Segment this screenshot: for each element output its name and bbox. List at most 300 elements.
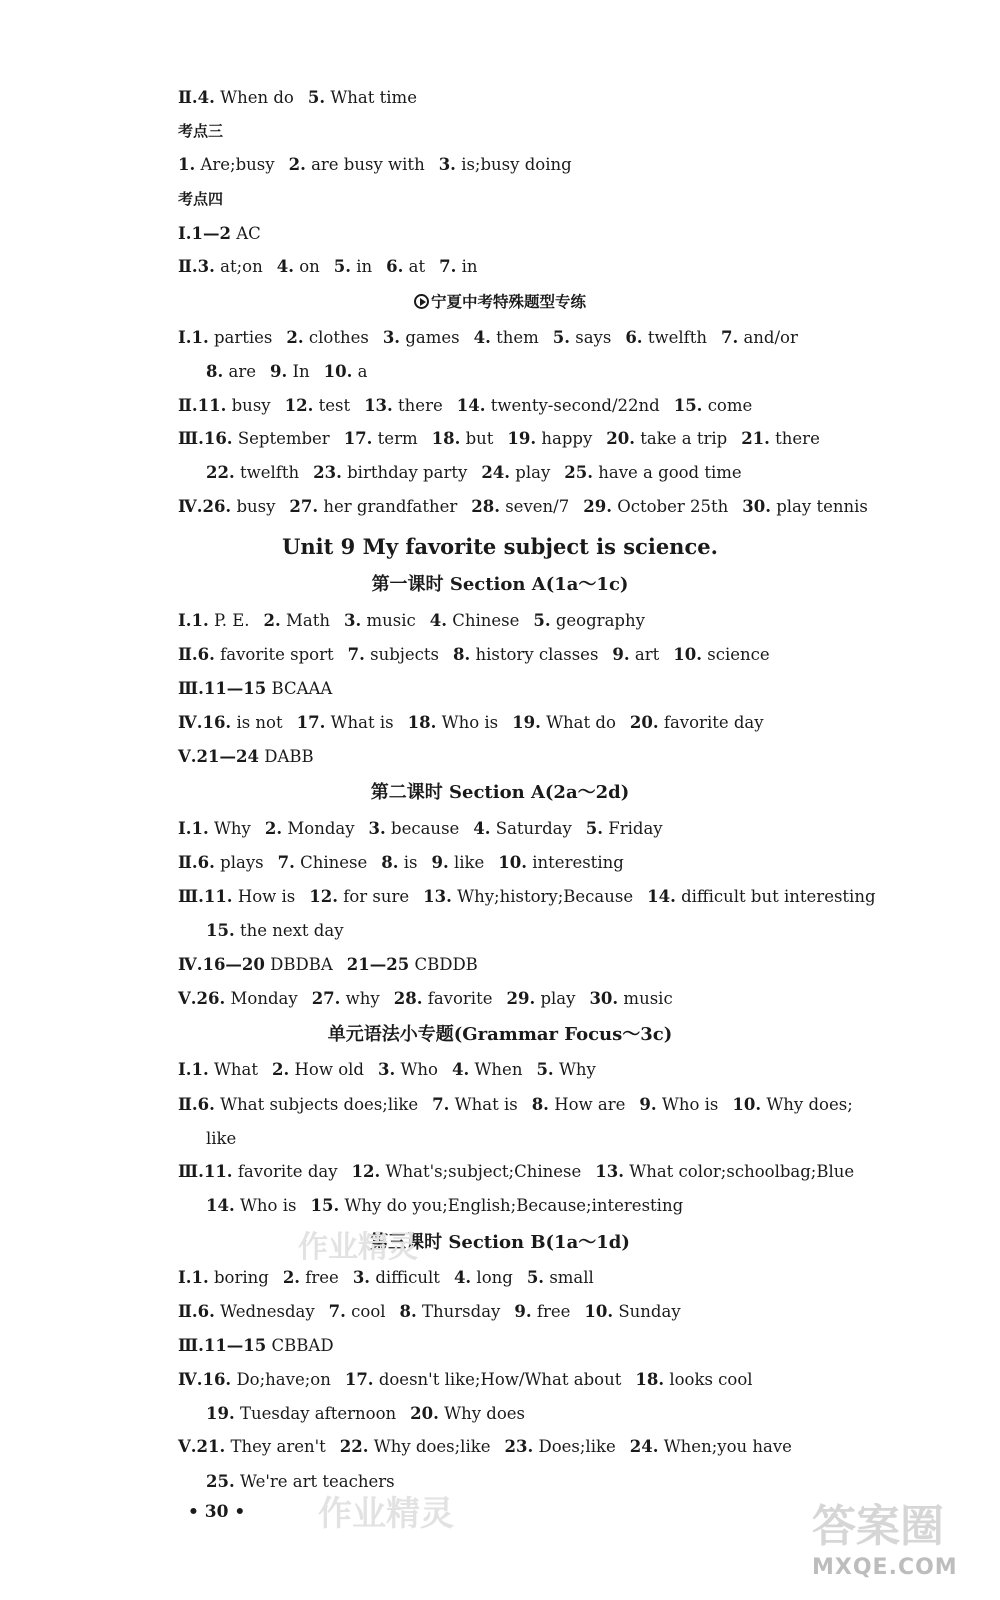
answer-number: 15. xyxy=(673,396,703,415)
answer-number: 7. xyxy=(439,257,457,276)
answer-number: 16—20 xyxy=(202,955,265,974)
answer-text: We're art teachers xyxy=(239,1472,395,1491)
answer-item xyxy=(206,463,299,482)
answer-number: 19. xyxy=(512,713,541,732)
answer-number: 7. xyxy=(277,853,295,872)
answer-line xyxy=(206,923,344,940)
answer-item xyxy=(408,713,498,732)
answer-number: 1. xyxy=(178,155,196,174)
answer-item xyxy=(206,362,256,381)
answer-number: 12. xyxy=(351,1162,381,1181)
roman-prefix: Ⅳ. xyxy=(178,1370,203,1389)
roman-prefix: Ⅲ. xyxy=(178,429,204,448)
answer-text: When xyxy=(474,1060,523,1079)
answer-item xyxy=(204,429,330,448)
answer-item xyxy=(198,257,263,276)
answer-line xyxy=(206,1131,236,1148)
answer-number: 5. xyxy=(536,1060,554,1079)
answer-text: In xyxy=(292,362,310,381)
answer-line xyxy=(178,259,478,276)
answer-number: 18. xyxy=(431,429,461,448)
answer-line xyxy=(178,157,572,174)
answer-text: Who is xyxy=(441,713,499,732)
answer-number: 10. xyxy=(498,853,528,872)
unit-title: Unit 9 My favorite subject is science. xyxy=(282,534,718,559)
answer-line xyxy=(178,647,770,664)
answer-text: there xyxy=(775,429,820,448)
answer-line xyxy=(178,1270,594,1287)
roman-prefix: Ⅱ. xyxy=(178,1095,198,1114)
answer-item xyxy=(283,1268,339,1287)
answer-text: in xyxy=(461,257,478,276)
answer-line xyxy=(178,398,752,415)
answer-item xyxy=(498,853,623,872)
answer-text: Does;like xyxy=(538,1437,616,1456)
roman-prefix: Ⅰ. xyxy=(178,611,192,630)
roman-prefix: Ⅱ. xyxy=(178,396,198,415)
answer-text: Chinese xyxy=(452,611,520,630)
answer-text: but xyxy=(465,429,494,448)
section-label-kaodian-3: 考点三 xyxy=(178,122,224,140)
answer-number: 20. xyxy=(629,713,659,732)
answer-text: on xyxy=(299,257,320,276)
answer-item xyxy=(310,1196,683,1215)
answer-line xyxy=(178,1304,681,1321)
answer-text: How old xyxy=(294,1060,364,1079)
answer-text: AC xyxy=(236,224,261,243)
answer-text: twenty-second/22nd xyxy=(490,396,660,415)
answer-item xyxy=(178,155,275,174)
answer-number: 17. xyxy=(344,1370,374,1389)
answer-item xyxy=(191,224,260,243)
answer-item xyxy=(430,611,520,630)
answer-text: is xyxy=(403,853,418,872)
answer-item xyxy=(364,396,443,415)
play-circle-icon xyxy=(414,294,429,309)
answer-item xyxy=(308,88,417,107)
answer-item xyxy=(204,1336,334,1355)
answer-item xyxy=(586,819,663,838)
answer-number: 8. xyxy=(206,362,224,381)
answer-item xyxy=(277,257,320,276)
answer-number: 15. xyxy=(310,1196,340,1215)
answer-number: 11. xyxy=(203,887,233,906)
answer-text: small xyxy=(549,1268,594,1287)
section-title: 单元语法小专题(Grammar Focus～3c) xyxy=(327,1024,673,1045)
answer-text: play xyxy=(515,463,551,482)
answer-text: music xyxy=(366,611,416,630)
answer-item xyxy=(595,1162,854,1181)
answer-text: Saturday xyxy=(495,819,572,838)
answer-item xyxy=(647,887,875,906)
special-practice-heading xyxy=(0,294,1000,310)
section-label-kaodian-4: 考点四 xyxy=(178,190,224,208)
answer-line xyxy=(178,821,663,838)
answer-number: 5. xyxy=(533,611,551,630)
answer-number: 13. xyxy=(595,1162,624,1181)
answer-number: 24. xyxy=(629,1437,659,1456)
answer-number: 17. xyxy=(296,713,326,732)
roman-prefix: Ⅱ. xyxy=(178,853,198,872)
answer-number: 12. xyxy=(284,396,314,415)
answer-item xyxy=(553,328,612,347)
answer-line xyxy=(178,715,764,732)
answer-number: 21. xyxy=(196,1437,226,1456)
answer-number: 4. xyxy=(276,257,294,276)
answer-text: looks cool xyxy=(669,1370,753,1389)
answer-number: 4. xyxy=(451,1060,470,1079)
answer-item xyxy=(457,396,660,415)
answer-text: difficult but interesting xyxy=(681,887,876,906)
answer-line xyxy=(178,1097,853,1114)
answer-item xyxy=(198,88,294,107)
answer-number: 1. xyxy=(191,819,209,838)
answer-item xyxy=(635,1370,752,1389)
answer-number: 24. xyxy=(481,463,511,482)
answer-number: 3. xyxy=(438,155,456,174)
answer-item xyxy=(673,645,769,664)
answer-item xyxy=(625,328,707,347)
section-title: 第二课时 Section A(2a～2d) xyxy=(370,782,630,803)
answer-item xyxy=(198,396,271,415)
answer-text: for sure xyxy=(343,887,410,906)
page-number: • 30 • xyxy=(188,1502,246,1522)
answer-item xyxy=(264,611,330,630)
answer-item xyxy=(191,819,250,838)
answer-item xyxy=(206,1404,396,1423)
answer-number: 12. xyxy=(309,887,338,906)
answer-text: What color;schoolbag;Blue xyxy=(629,1162,855,1181)
answer-number: 11. xyxy=(203,1162,233,1181)
answer-number: 11. xyxy=(197,396,227,415)
answer-number: 28. xyxy=(471,497,500,516)
answer-number: 29. xyxy=(506,989,536,1008)
answer-number: 16. xyxy=(202,713,232,732)
answer-number: 13. xyxy=(423,887,452,906)
answer-text: BCAAA xyxy=(271,679,333,698)
answer-item xyxy=(386,257,425,276)
answer-text: at;on xyxy=(220,257,263,276)
answer-number: 8. xyxy=(453,645,471,664)
answer-text: games xyxy=(405,328,460,347)
answer-item xyxy=(198,1302,315,1321)
answer-text: Why xyxy=(558,1060,596,1079)
answer-number: 26. xyxy=(202,497,232,516)
answer-number: 27. xyxy=(289,497,319,516)
answer-number: 3. xyxy=(382,328,401,347)
answer-text: Why;history;Because xyxy=(457,887,634,906)
answer-number: 3. xyxy=(368,819,386,838)
roman-prefix: Ⅱ. xyxy=(178,645,198,664)
answer-text: favorite sport xyxy=(220,645,334,664)
answer-number: 5. xyxy=(307,88,326,107)
answer-line xyxy=(178,749,314,766)
answer-item xyxy=(270,362,310,381)
answer-number: 10. xyxy=(584,1302,614,1321)
answer-number: 6. xyxy=(386,257,404,276)
answer-text: What is xyxy=(330,713,394,732)
answer-text: What is xyxy=(454,1095,518,1114)
answer-text: September xyxy=(237,429,330,448)
answer-number: 2. xyxy=(282,1268,301,1287)
answer-text: P. E. xyxy=(213,611,250,630)
answer-item xyxy=(527,1268,594,1287)
answer-item xyxy=(289,155,425,174)
answer-item xyxy=(191,1268,268,1287)
answer-item xyxy=(206,921,344,940)
answer-number: 3. xyxy=(352,1268,371,1287)
answer-item xyxy=(432,1095,518,1114)
roman-prefix: Ⅳ. xyxy=(178,713,203,732)
answer-number: 22. xyxy=(339,1437,369,1456)
answer-text: Why do you;English;Because;interesting xyxy=(344,1196,684,1215)
answer-text: busy xyxy=(231,396,271,415)
answer-item xyxy=(400,1302,501,1321)
answer-text: busy xyxy=(236,497,276,516)
answer-text: doesn't like;How/What about xyxy=(378,1370,622,1389)
answer-item xyxy=(344,429,418,448)
answer-line xyxy=(178,226,261,243)
answer-item xyxy=(505,1437,616,1456)
answer-number: 5. xyxy=(552,328,570,347)
answer-text: play tennis xyxy=(776,497,868,516)
answer-item xyxy=(471,497,569,516)
answer-item xyxy=(514,1302,570,1321)
answer-text: subjects xyxy=(370,645,440,664)
answer-item xyxy=(334,257,372,276)
answer-item xyxy=(432,429,494,448)
answer-number: 1—2 xyxy=(191,224,231,243)
special-practice-title: 宁夏中考特殊题型专练 xyxy=(430,292,586,311)
answer-text: What subjects does;like xyxy=(220,1095,419,1114)
answer-text: DBDBA xyxy=(270,955,333,974)
answer-number: 22. xyxy=(206,463,235,482)
answer-item xyxy=(454,1268,513,1287)
answer-text: twelfth xyxy=(647,328,707,347)
answer-item xyxy=(369,819,460,838)
answer-text: Who is xyxy=(239,1196,297,1215)
answer-number: 2. xyxy=(272,1060,290,1079)
answer-text: plays xyxy=(220,853,264,872)
answer-number: 23. xyxy=(313,463,342,482)
answer-text: there xyxy=(398,396,443,415)
answer-number: 6. xyxy=(197,645,215,664)
answer-number: 14. xyxy=(647,887,676,906)
answer-number: 9. xyxy=(514,1302,532,1321)
answer-number: 9. xyxy=(431,853,449,872)
answer-line xyxy=(178,681,332,698)
answer-line xyxy=(178,991,673,1008)
answer-item xyxy=(191,611,249,630)
answer-number: 20. xyxy=(606,429,636,448)
answer-text: and/or xyxy=(743,328,798,347)
answer-item xyxy=(674,396,753,415)
answer-item xyxy=(352,1162,582,1181)
answer-number: 4. xyxy=(429,611,447,630)
answer-text: take a trip xyxy=(640,429,728,448)
answer-item xyxy=(312,989,380,1008)
answer-text: test xyxy=(318,396,351,415)
answer-number: 25. xyxy=(564,463,593,482)
answer-text: birthday party xyxy=(347,463,468,482)
answer-text: her grandfather xyxy=(323,497,458,516)
answer-item xyxy=(286,328,368,347)
answer-number: 2. xyxy=(288,155,306,174)
answer-text: Wednesday xyxy=(220,1302,315,1321)
answer-item xyxy=(309,887,409,906)
roman-prefix: Ⅲ. xyxy=(178,1162,204,1181)
answer-text: are xyxy=(228,362,256,381)
answer-text: Monday xyxy=(287,819,355,838)
answer-text: difficult xyxy=(375,1268,440,1287)
answer-text: CBBAD xyxy=(271,1336,334,1355)
answer-number: 3. xyxy=(377,1060,396,1079)
answer-text: favorite day xyxy=(663,713,764,732)
answer-item xyxy=(204,1162,338,1181)
answer-text: Why does;like xyxy=(373,1437,491,1456)
roman-prefix: Ⅲ. xyxy=(178,679,204,698)
answer-text: come xyxy=(707,396,753,415)
answer-item xyxy=(439,257,477,276)
answer-line xyxy=(178,1164,854,1181)
answer-number: 29. xyxy=(583,497,612,516)
answer-line xyxy=(206,1474,395,1491)
answer-number: 5. xyxy=(333,257,352,276)
answer-number: 3. xyxy=(343,611,362,630)
answer-item xyxy=(507,429,592,448)
answer-line xyxy=(206,364,367,381)
answer-text: have a good time xyxy=(598,463,742,482)
answer-line xyxy=(178,1338,334,1355)
answer-item xyxy=(378,1060,438,1079)
answer-item xyxy=(324,362,368,381)
answer-number: 16. xyxy=(202,1370,232,1389)
answer-line xyxy=(178,889,876,906)
answer-item xyxy=(198,853,264,872)
answer-text: like xyxy=(206,1129,237,1148)
answer-number: 16. xyxy=(203,429,233,448)
answer-text: How is xyxy=(237,887,296,906)
answer-text: play xyxy=(540,989,576,1008)
answer-text: says xyxy=(575,328,612,347)
answer-item xyxy=(474,328,539,347)
answer-text: the next day xyxy=(239,921,344,940)
answer-item xyxy=(202,955,332,974)
answer-number: 7. xyxy=(720,328,739,347)
answer-line xyxy=(178,957,478,974)
answer-line xyxy=(178,1062,596,1079)
answer-item xyxy=(197,1437,326,1456)
answer-number: 13. xyxy=(364,396,393,415)
answer-number: 6. xyxy=(197,853,215,872)
answer-text: music xyxy=(623,989,673,1008)
answer-item xyxy=(344,611,416,630)
answer-number: 10. xyxy=(673,645,702,664)
watermark: 作业精灵 xyxy=(318,1494,454,1534)
answer-text: boring xyxy=(213,1268,269,1287)
answer-text: like xyxy=(453,853,485,872)
answer-number: 4. xyxy=(473,819,491,838)
answer-item xyxy=(313,463,467,482)
answer-item xyxy=(473,819,572,838)
answer-item xyxy=(272,1060,364,1079)
roman-prefix: Ⅰ. xyxy=(178,328,192,347)
answer-item xyxy=(721,328,798,347)
answer-item xyxy=(297,713,394,732)
answer-number: 26. xyxy=(196,989,226,1008)
answer-number: 10. xyxy=(323,362,353,381)
answer-number: 9. xyxy=(639,1095,657,1114)
answer-item xyxy=(340,1437,491,1456)
answer-item xyxy=(198,645,334,664)
answer-text: Chinese xyxy=(300,853,368,872)
answer-item xyxy=(423,887,633,906)
answer-number: 9. xyxy=(612,645,630,664)
answer-number: 1. xyxy=(191,1060,209,1079)
answer-text: Do;have;on xyxy=(236,1370,331,1389)
answer-text: Friday xyxy=(608,819,663,838)
answer-item xyxy=(439,155,572,174)
answer-item xyxy=(353,1268,440,1287)
answer-number: 1. xyxy=(191,611,209,630)
answer-item xyxy=(202,497,275,516)
answer-line xyxy=(206,465,742,482)
answer-number: 18. xyxy=(635,1370,665,1389)
answer-line xyxy=(178,330,798,347)
answer-text: Tuesday afternoon xyxy=(239,1404,397,1423)
answer-item xyxy=(589,989,672,1008)
answer-text: in xyxy=(356,257,373,276)
answer-text: Math xyxy=(285,611,330,630)
answer-text: Why xyxy=(213,819,251,838)
answer-item xyxy=(197,747,314,766)
answer-text: interesting xyxy=(532,853,624,872)
answer-text: Thursday xyxy=(422,1302,501,1321)
roman-prefix: Ⅳ. xyxy=(178,955,203,974)
answer-item xyxy=(289,497,457,516)
answer-text: When;you have xyxy=(663,1437,792,1456)
answer-item xyxy=(630,713,764,732)
answer-item xyxy=(431,853,484,872)
roman-prefix: Ⅱ. xyxy=(178,88,198,107)
roman-prefix: Ⅰ. xyxy=(178,224,192,243)
answer-number: 8. xyxy=(381,853,399,872)
answer-text: long xyxy=(476,1268,513,1287)
answer-number: 4. xyxy=(453,1268,472,1287)
answer-item xyxy=(584,1302,680,1321)
answer-item xyxy=(285,396,350,415)
answer-item xyxy=(639,1095,718,1114)
answer-line xyxy=(178,1439,792,1456)
answer-text: Sunday xyxy=(618,1302,681,1321)
answer-number: 3. xyxy=(197,257,215,276)
answer-line xyxy=(178,431,820,448)
answer-line xyxy=(178,90,417,107)
answer-number: 7. xyxy=(347,645,365,664)
answer-text: When do xyxy=(220,88,294,107)
answer-text: science xyxy=(707,645,770,664)
answer-text: because xyxy=(391,819,460,838)
answer-number: 19. xyxy=(206,1404,235,1423)
answer-number: 2. xyxy=(263,611,281,630)
answer-text: Who is xyxy=(661,1095,719,1114)
answer-number: 21—24 xyxy=(196,747,259,766)
answer-item xyxy=(206,1472,395,1491)
answer-line xyxy=(206,1406,525,1423)
answer-number: 30. xyxy=(742,497,771,516)
site-logo-url: MXQE.COM xyxy=(812,1555,958,1580)
answer-number: 8. xyxy=(399,1302,417,1321)
